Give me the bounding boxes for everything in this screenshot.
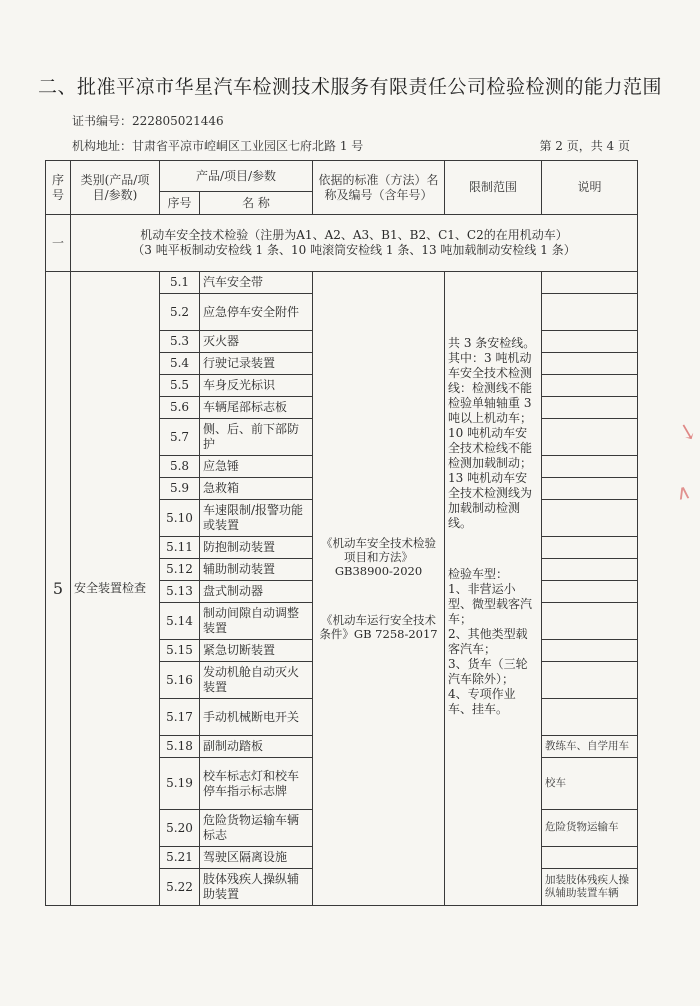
item-number: 5.10 (160, 500, 200, 537)
item-name: 侧、后、前下部防护 (200, 419, 313, 456)
limit-line: 1、非营运小型、微型载客汽车； (448, 582, 533, 626)
item-name: 盘式制动器 (200, 581, 313, 603)
limit-line: 共 3 条安检线。其中：3 吨机动车安全技术检测线：检测线不能检验单轴轴重 3 吨以上机动车； (448, 336, 536, 425)
standard-cell (313, 272, 445, 906)
limit-line: 13 吨机动车安全技术检测线为加载制动检测线。 (448, 471, 533, 530)
item-name: 车身反光标识 (200, 375, 313, 397)
item-name: 辅助制动装置 (200, 559, 313, 581)
item-name: 制动间隙自动调整装置 (200, 603, 313, 640)
item-remark (542, 353, 638, 375)
item-number: 5.9 (160, 478, 200, 500)
item-remark (542, 847, 638, 869)
section-description (71, 215, 638, 272)
item-name: 发动机舱自动灭火装置 (200, 662, 313, 699)
header-name: 名 称 (200, 192, 313, 215)
item-name: 汽车安全带 (200, 272, 313, 294)
item-number: 5.19 (160, 758, 200, 810)
item-name: 行驶记录装置 (200, 353, 313, 375)
table-row (46, 272, 638, 294)
header-seq: 序号 (46, 161, 71, 215)
item-name: 校车标志灯和校车停车指示标志牌 (200, 758, 313, 810)
item-number: 5.1 (160, 272, 200, 294)
standard-2: 《机动车运行安全技术条件》GB 7258-2017 (319, 612, 438, 642)
capability-table (45, 160, 638, 906)
section-seq: 一 (46, 215, 71, 272)
item-remark (542, 397, 638, 419)
group-category: 安全装置检查 (71, 272, 160, 906)
page-title: 二、批准平凉市华星汽车检测技术服务有限责任公司检验检测的能力范围 (37, 76, 662, 98)
item-name: 应急锤 (200, 456, 313, 478)
item-remark (542, 581, 638, 603)
item-number: 5.2 (160, 294, 200, 331)
header-sub-seq: 序号 (160, 192, 200, 215)
header-limit: 限制范围 (445, 161, 542, 215)
institution-address: 机构地址：甘肃省平凉市崆峒区工业园区七府北路 1 号 (72, 139, 364, 153)
item-number: 5.13 (160, 581, 200, 603)
item-number: 5.3 (160, 331, 200, 353)
item-name: 应急停车安全附件 (200, 294, 313, 331)
item-remark (542, 603, 638, 640)
item-remark: 加装肢体残疾人操纵辅助装置车辆 (542, 869, 638, 906)
header-product: 产品/项目/参数 (160, 161, 313, 192)
red-ink-mark-2: ∧ (674, 478, 693, 506)
item-number: 5.8 (160, 456, 200, 478)
item-remark (542, 478, 638, 500)
item-number: 5.14 (160, 603, 200, 640)
item-number: 5.22 (160, 869, 200, 906)
item-number: 5.12 (160, 559, 200, 581)
item-number: 5.15 (160, 640, 200, 662)
section-line-1: 机动车安全技术检验（注册为A1、A2、A3、B1、B2、C1、C2的在用机动车） (140, 228, 568, 242)
item-remark (542, 331, 638, 353)
item-number: 5.4 (160, 353, 200, 375)
item-number: 5.20 (160, 810, 200, 847)
item-name: 急救箱 (200, 478, 313, 500)
item-name: 副制动踏板 (200, 736, 313, 758)
item-remark (542, 272, 638, 294)
limit-line: 4、专项作业车、挂车。 (448, 687, 516, 716)
item-name: 车速限制/报警功能或装置 (200, 500, 313, 537)
item-remark (542, 662, 638, 699)
red-ink-mark: ↘ (675, 418, 700, 447)
item-name: 车辆尾部标志板 (200, 397, 313, 419)
header-category: 类别(产品/项目/参数) (71, 161, 160, 215)
group-seq: 5 (46, 272, 71, 906)
header-remark: 说明 (542, 161, 638, 215)
standard-1: 《机动车安全技术检验项目和方法》GB38900-2020 (321, 535, 436, 579)
certificate-number: 证书编号：222805021446 (72, 114, 224, 128)
header-standard: 依据的标准（方法）名称及编号（含年号） (313, 161, 445, 215)
limit-range (445, 272, 542, 906)
item-number: 5.6 (160, 397, 200, 419)
item-remark: 危险货物运输车 (542, 810, 638, 847)
item-number: 5.11 (160, 537, 200, 559)
item-name: 肢体残疾人操纵辅助装置 (200, 869, 313, 906)
item-name: 防抱制动装置 (200, 537, 313, 559)
item-number: 5.18 (160, 736, 200, 758)
item-name: 驾驶区隔离设施 (200, 847, 313, 869)
item-number: 5.16 (160, 662, 200, 699)
item-remark: 校车 (542, 758, 638, 810)
item-remark (542, 640, 638, 662)
item-remark (542, 419, 638, 456)
item-name: 手动机械断电开关 (200, 699, 313, 736)
item-name: 紧急切断装置 (200, 640, 313, 662)
item-remark (542, 375, 638, 397)
item-remark (542, 699, 638, 736)
item-number: 5.7 (160, 419, 200, 456)
limit-line: 检验车型： (448, 567, 509, 581)
item-remark (542, 537, 638, 559)
limit-line: 10 吨机动车安全技术检线不能检测加载制动； (448, 426, 533, 470)
item-number: 5.17 (160, 699, 200, 736)
item-name: 灭火器 (200, 331, 313, 353)
section-line-2: （3 吨平板制动安检线 1 条、10 吨滚筒安检线 1 条、13 吨加载制动安检线 1 条） (132, 243, 576, 257)
item-remark (542, 559, 638, 581)
limit-line: 3、货车（三轮汽车除外）； (448, 657, 528, 686)
item-remark (542, 456, 638, 478)
item-remark: 教练车、自学用车 (542, 736, 638, 758)
item-remark (542, 294, 638, 331)
limit-line: 2、其他类型载客汽车； (448, 627, 528, 656)
item-number: 5.21 (160, 847, 200, 869)
item-remark (542, 500, 638, 537)
page-indicator: 第 2 页，共 4 页 (539, 139, 630, 153)
item-name: 危险货物运输车辆标志 (200, 810, 313, 847)
item-number: 5.5 (160, 375, 200, 397)
item-rows (46, 272, 638, 906)
